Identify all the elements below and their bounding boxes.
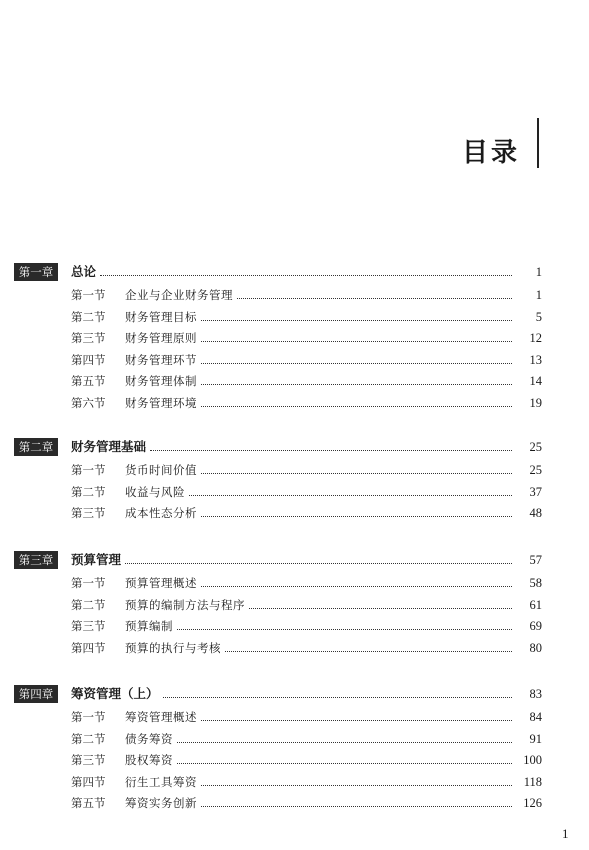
section-row[interactable]: [14, 750, 542, 770]
section-title: 财务管理目标: [125, 309, 197, 324]
section-number: 第四节: [71, 352, 106, 367]
section-page-number: 1: [535, 288, 542, 302]
section-title: 筹资管理概述: [125, 710, 197, 724]
dot-leader: [225, 650, 512, 652]
section-title: 企业与企业财务管理: [125, 288, 233, 302]
chapter-row[interactable]: [14, 550, 542, 570]
dot-leader: [201, 405, 512, 407]
dot-leader: [150, 449, 512, 451]
section-row[interactable]: [14, 707, 542, 727]
page-number: 1: [562, 826, 569, 841]
section-row[interactable]: [14, 638, 542, 658]
section-page-number: 48: [529, 506, 542, 520]
section-page-number: 126: [523, 796, 542, 810]
section-title: 财务管理环境: [125, 395, 197, 410]
section-page-number: 69: [529, 619, 542, 633]
chapter-row[interactable]: [14, 684, 542, 704]
section-number: 第二节: [71, 731, 106, 746]
section-title: 预算编制: [125, 619, 173, 633]
chapter-title: 预算管理: [71, 552, 122, 567]
section-title: 筹资实务创新: [125, 796, 197, 810]
dot-leader: [201, 472, 512, 474]
dot-leader: [201, 362, 512, 364]
section-title: 衍生工具筹资: [125, 774, 197, 789]
section-title: 股权筹资: [125, 753, 173, 767]
dot-leader: [237, 297, 512, 299]
section-page-number: 100: [523, 753, 542, 767]
section-number: 第三节: [71, 619, 106, 633]
dot-leader: [201, 805, 512, 807]
section-title: 预算的编制方法与程序: [125, 597, 245, 612]
section-row[interactable]: [14, 595, 542, 615]
dot-leader: [201, 319, 512, 321]
section-row[interactable]: [14, 371, 542, 391]
dot-leader: [201, 383, 512, 385]
section-page-number: 80: [529, 640, 542, 655]
section-row[interactable]: [14, 616, 542, 636]
section-title: 财务管理环节: [125, 352, 197, 367]
section-title: 成本性态分析: [125, 506, 197, 520]
page-title: 目录: [462, 138, 521, 168]
section-number: 第五节: [71, 374, 106, 388]
section-row[interactable]: [14, 503, 542, 523]
chapter-badge: 第四章: [14, 685, 58, 703]
section-number: 第一节: [71, 576, 106, 590]
section-number: 第五节: [71, 796, 106, 810]
chapter-page-number: 25: [529, 440, 542, 454]
section-number: 第一节: [71, 463, 106, 477]
section-title: 预算的执行与考核: [125, 640, 221, 655]
dot-leader: [177, 762, 512, 764]
section-title: 财务管理体制: [125, 374, 197, 388]
section-page-number: 13: [529, 352, 542, 367]
section-row[interactable]: [14, 350, 542, 370]
chapter-title: 总论: [71, 264, 97, 279]
section-number: 第二节: [71, 309, 106, 324]
chapter-title: 财务管理基础: [71, 439, 147, 454]
section-title: 预算管理概述: [125, 576, 197, 590]
section-title: 债务筹资: [125, 731, 173, 746]
section-row[interactable]: [14, 729, 542, 749]
section-page-number: 58: [529, 576, 542, 590]
dot-leader: [177, 741, 512, 743]
dot-leader: [201, 784, 512, 786]
section-number: 第二节: [71, 597, 106, 612]
chapter-badge: 第三章: [14, 551, 58, 569]
section-row[interactable]: [14, 573, 542, 593]
section-row[interactable]: [14, 793, 542, 813]
section-title: 收益与风险: [125, 484, 185, 499]
chapter-badge: 第二章: [14, 438, 58, 456]
dot-leader: [177, 628, 512, 630]
dot-leader: [100, 274, 512, 276]
section-page-number: 61: [529, 597, 542, 612]
section-page-number: 91: [529, 731, 542, 746]
section-number: 第三节: [71, 753, 106, 767]
chapter-page-number: 57: [529, 553, 542, 567]
section-number: 第三节: [71, 506, 106, 520]
section-title: 财务管理原则: [125, 331, 197, 345]
section-page-number: 37: [529, 484, 542, 499]
chapter-title: 筹资管理（上）: [71, 686, 159, 701]
dot-leader: [249, 607, 512, 609]
section-page-number: 25: [529, 463, 542, 477]
section-number: 第四节: [71, 774, 106, 789]
section-title: 货币时间价值: [125, 463, 197, 477]
section-row[interactable]: [14, 307, 542, 327]
dot-leader: [201, 585, 512, 587]
dot-leader: [125, 562, 512, 564]
chapter-row[interactable]: [14, 437, 542, 457]
section-row[interactable]: [14, 482, 542, 502]
section-number: 第三节: [71, 331, 106, 345]
dot-leader: [163, 696, 512, 698]
section-number: 第四节: [71, 640, 106, 655]
section-row[interactable]: [14, 393, 542, 413]
section-number: 第一节: [71, 710, 106, 724]
chapter-badge: 第一章: [14, 263, 58, 281]
section-row[interactable]: [14, 285, 542, 305]
dot-leader: [201, 719, 512, 721]
chapter-row[interactable]: [14, 262, 542, 282]
section-number: 第二节: [71, 484, 106, 499]
section-row[interactable]: [14, 328, 542, 348]
section-number: 第一节: [71, 288, 106, 302]
section-page-number: 19: [529, 395, 542, 410]
dot-leader: [201, 515, 512, 517]
section-row[interactable]: [14, 772, 542, 792]
section-page-number: 5: [535, 309, 542, 324]
section-page-number: 118: [523, 774, 542, 789]
chapter-page-number: 1: [535, 265, 542, 279]
dot-leader: [189, 494, 512, 496]
section-number: 第六节: [71, 395, 106, 410]
dot-leader: [201, 340, 512, 342]
section-page-number: 84: [529, 710, 542, 724]
section-row[interactable]: [14, 460, 542, 480]
chapter-page-number: 83: [529, 687, 542, 701]
section-page-number: 14: [529, 374, 542, 388]
section-page-number: 12: [529, 331, 542, 345]
